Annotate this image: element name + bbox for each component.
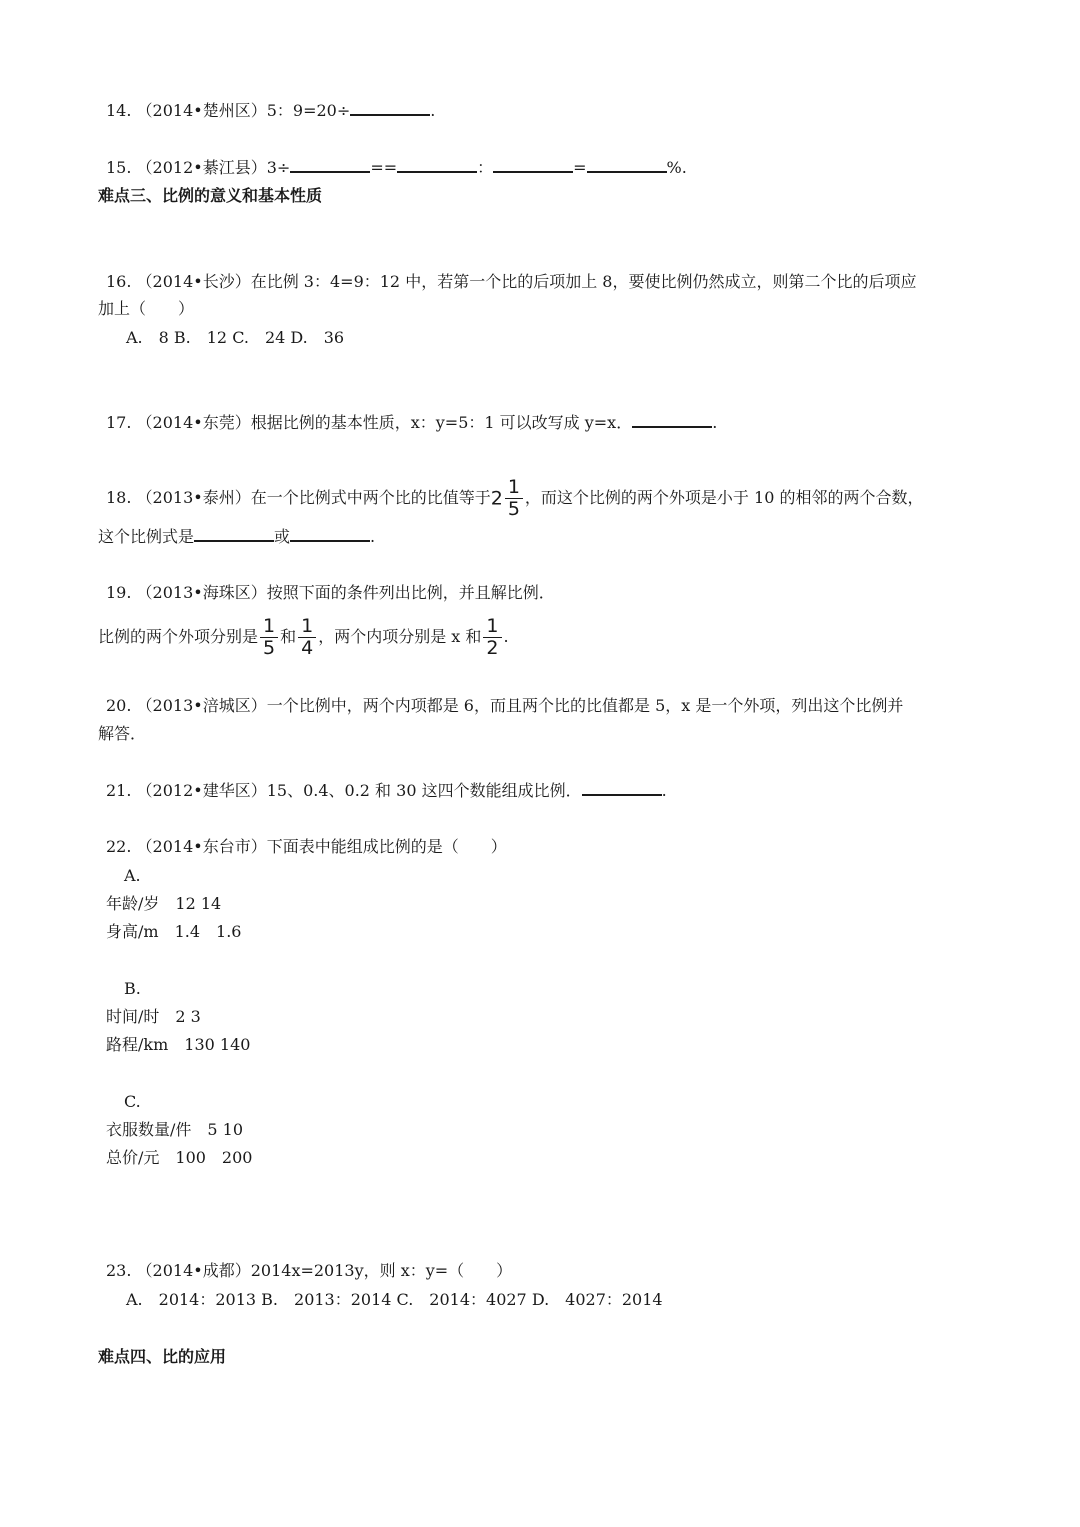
option-c-row-1: 衣服数量/件 5 10 [106,1120,244,1139]
question-18 [106,478,923,519]
question-text: 在一个比例式中两个比的比值等于 [250,488,491,507]
period: . [503,627,509,646]
fraction [505,478,523,519]
period: . [661,781,667,800]
answer-blank-1[interactable] [194,526,274,542]
question-23 [106,1260,512,1282]
fraction-3 [483,617,501,658]
answer-blank[interactable] [582,780,662,796]
question-source: （2013•海珠区） [136,583,267,602]
question-source: （2012•建华区） [136,781,267,800]
option-b-row-1: 时间/时 2 3 [106,1007,201,1026]
question-source: （2014•成都） [136,1261,251,1280]
answer-blank[interactable] [632,412,712,428]
question-23-options[interactable]: A. 2014：2013 B. 2013：2014 C. 2014：4027 D. 4027：2014 [126,1290,663,1309]
question-text: 下面表中能组成比例的是（ ） [266,837,507,856]
fraction-numerator: 1 [298,617,316,638]
question-source: （2013•泰州） [136,488,251,507]
option-c-label[interactable]: C. [124,1092,141,1111]
question-number: 15. [106,158,132,177]
question-text: 根据比例的基本性质，x：y=5：1 可以改写成 y=x． [250,413,633,432]
mixed-number-whole: 2 [490,487,503,510]
question-text: 在比例 3：4=9：12 中，若第一个比的后项加上 8，要使比例仍然成立，则第二个比的后项应 [250,272,917,291]
question-number: 14. [106,101,132,120]
question-number: 19. [106,583,132,602]
question-source: （2014•楚州区） [136,101,267,120]
question-text: 3÷ [266,158,291,177]
colon-sign: ： [477,158,494,177]
answer-blank-2[interactable] [397,157,477,173]
question-19-line-2 [98,613,509,661]
question-22 [106,836,507,858]
period: . [712,413,718,432]
percent-sign: %. [666,158,687,177]
question-source: （2013•涪城区） [136,696,267,715]
option-b-row-2: 路程/km 130 140 [106,1035,251,1054]
question-text-continued: ，而这个比例的两个外项是小于 10 的相邻的两个合数， [524,488,924,507]
or-word: 或 [274,527,291,546]
question-18-line-2 [98,526,375,548]
fraction-numerator: 1 [505,478,523,499]
answer-blank-3[interactable] [493,157,573,173]
question-15 [106,157,687,179]
question-number: 22. [106,837,132,856]
question-20-line-2: 解答． [98,724,147,743]
question-source: （2012•綦江县） [136,158,267,177]
question-number: 18. [106,488,132,507]
option-a-row-1: 年龄/岁 12 14 [106,894,222,913]
question-21 [106,780,667,802]
question-16-line-2: 加上（ ） [98,299,195,318]
option-b-label[interactable]: B. [124,979,141,998]
section-heading-3: 难点三、比例的意义和基本性质 [98,186,323,205]
question-text: 15、0.4、0.2 和 30 这四个数能组成比例． [266,781,582,800]
answer-blank[interactable] [350,100,430,116]
question-source: （2014•长沙） [136,272,251,291]
fraction-1 [260,617,278,658]
question-text-continued: ，两个内项分别是 x 和 [318,627,482,646]
fraction-numerator: 1 [260,617,278,638]
option-a-label[interactable]: A. [124,866,141,885]
fraction-denominator: 2 [486,637,499,659]
answer-blank-4[interactable] [587,157,667,173]
question-text: 一个比例中，两个内项都是 6，而且两个比的比值都是 5，x 是一个外项，列出这个比例并 [266,696,904,715]
question-20 [106,695,903,717]
fraction-2 [298,617,316,658]
question-text: 这个比例式是 [98,527,195,546]
option-a-row-2: 身高/m 1.4 1.6 [106,922,242,941]
answer-blank-2[interactable] [290,526,370,542]
question-source: （2014•东莞） [136,413,251,432]
question-number: 16. [106,272,132,291]
question-16-options[interactable]: A. 8 B. 12 C. 24 D. 36 [126,328,345,347]
fraction-numerator: 1 [483,617,501,638]
question-19 [106,582,555,604]
question-16 [106,271,916,293]
question-text: 按照下面的条件列出比例，并且解比例． [266,583,555,602]
period: . [430,101,436,120]
question-number: 20. [106,696,132,715]
question-17 [106,412,717,434]
question-text: 比例的两个外项分别是 [98,627,259,646]
answer-blank-1[interactable] [290,157,370,173]
period: . [370,527,376,546]
fraction-denominator: 4 [301,637,314,659]
question-number: 17. [106,413,132,432]
fraction-denominator: 5 [507,498,520,520]
question-text: 2014x=2013y，则 x：y=（ ） [250,1261,513,1280]
and-word: 和 [280,627,297,646]
fraction-denominator: 5 [263,637,276,659]
question-number: 21. [106,781,132,800]
equals-sign: = [573,158,587,177]
question-number: 23. [106,1261,132,1280]
question-14 [106,100,435,122]
option-c-row-2: 总价/元 100 200 [106,1148,253,1167]
question-text: 5：9=20÷ [266,101,351,120]
question-source: （2014•东台市） [136,837,267,856]
equals-sign: == [370,158,398,177]
section-heading-4: 难点四、比的应用 [98,1347,227,1366]
